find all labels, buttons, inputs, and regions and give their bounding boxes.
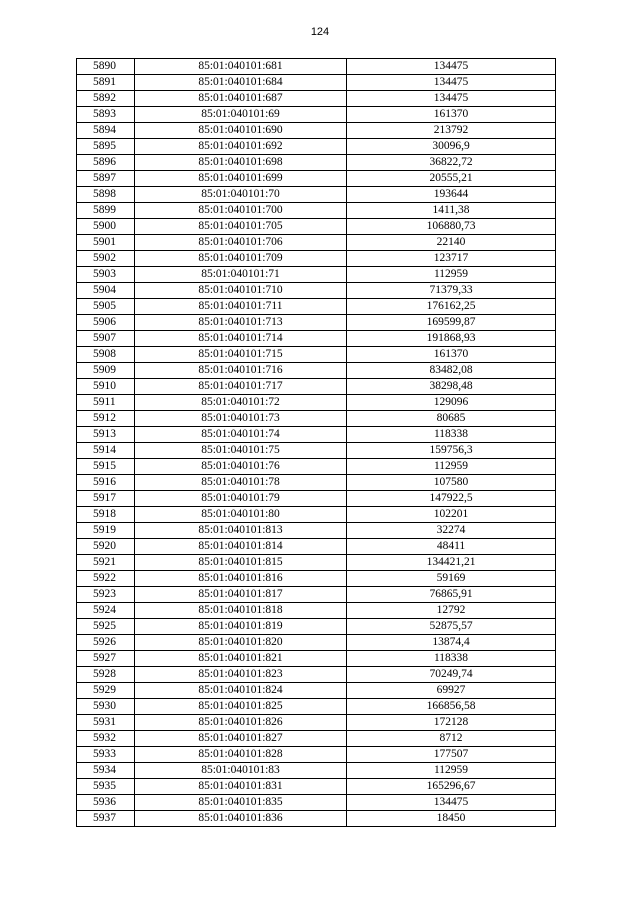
cadastral-number-cell: 85:01:040101:835 <box>135 795 347 811</box>
cadastral-value-cell: 69927 <box>347 683 556 699</box>
row-number-cell: 5936 <box>77 795 135 811</box>
row-number-cell: 5901 <box>77 235 135 251</box>
table-row <box>77 59 556 75</box>
cadastral-number-cell: 85:01:040101:80 <box>135 507 347 523</box>
cadastral-value-cell: 76865,91 <box>347 587 556 603</box>
table-row <box>77 187 556 203</box>
row-number-cell: 5896 <box>77 155 135 171</box>
cadastral-number-cell: 85:01:040101:710 <box>135 283 347 299</box>
table-row <box>77 603 556 619</box>
row-number-cell: 5923 <box>77 587 135 603</box>
row-number-cell: 5915 <box>77 459 135 475</box>
table-row <box>77 91 556 107</box>
cadastral-number-cell: 85:01:040101:831 <box>135 779 347 795</box>
cadastral-value-cell: 172128 <box>347 715 556 731</box>
cadastral-number-cell: 85:01:040101:715 <box>135 347 347 363</box>
cadastral-number-cell: 85:01:040101:74 <box>135 427 347 443</box>
cadastral-value-cell: 13874,4 <box>347 635 556 651</box>
row-number-cell: 5928 <box>77 667 135 683</box>
cadastral-value-cell: 177507 <box>347 747 556 763</box>
cadastral-value-cell: 118338 <box>347 651 556 667</box>
row-number-cell: 5912 <box>77 411 135 427</box>
table-row <box>77 763 556 779</box>
table-row <box>77 155 556 171</box>
row-number-cell: 5891 <box>77 75 135 91</box>
cadastral-value-cell: 70249,74 <box>347 667 556 683</box>
cadastral-number-cell: 85:01:040101:820 <box>135 635 347 651</box>
row-number-cell: 5922 <box>77 571 135 587</box>
cadastral-number-cell: 85:01:040101:75 <box>135 443 347 459</box>
cadastral-value-cell: 134475 <box>347 91 556 107</box>
table-row <box>77 587 556 603</box>
cadastral-value-cell: 20555,21 <box>347 171 556 187</box>
table-row <box>77 283 556 299</box>
table-row <box>77 267 556 283</box>
row-number-cell: 5903 <box>77 267 135 283</box>
row-number-cell: 5914 <box>77 443 135 459</box>
row-number-cell: 5908 <box>77 347 135 363</box>
cadastral-number-cell: 85:01:040101:79 <box>135 491 347 507</box>
cadastral-value-cell: 166856,58 <box>347 699 556 715</box>
table-row <box>77 699 556 715</box>
row-number-cell: 5905 <box>77 299 135 315</box>
row-number-cell: 5931 <box>77 715 135 731</box>
table-row <box>77 523 556 539</box>
table-row <box>77 203 556 219</box>
cadastral-number-cell: 85:01:040101:706 <box>135 235 347 251</box>
table-row <box>77 795 556 811</box>
row-number-cell: 5897 <box>77 171 135 187</box>
table-row <box>77 219 556 235</box>
cadastral-value-cell: 106880,73 <box>347 219 556 235</box>
row-number-cell: 5916 <box>77 475 135 491</box>
cadastral-number-cell: 85:01:040101:692 <box>135 139 347 155</box>
table-row <box>77 315 556 331</box>
row-number-cell: 5910 <box>77 379 135 395</box>
cadastral-number-cell: 85:01:040101:681 <box>135 59 347 75</box>
cadastral-number-cell: 85:01:040101:716 <box>135 363 347 379</box>
cadastral-number-cell: 85:01:040101:687 <box>135 91 347 107</box>
row-number-cell: 5895 <box>77 139 135 155</box>
cadastral-value-cell: 12792 <box>347 603 556 619</box>
table-row <box>77 171 556 187</box>
page-number: 124 <box>310 26 330 38</box>
cadastral-number-cell: 85:01:040101:709 <box>135 251 347 267</box>
row-number-cell: 5926 <box>77 635 135 651</box>
table-row <box>77 395 556 411</box>
cadastral-value-cell: 18450 <box>347 811 556 827</box>
cadastral-value-cell: 112959 <box>347 459 556 475</box>
cadastral-number-cell: 85:01:040101:814 <box>135 539 347 555</box>
cadastral-number-cell: 85:01:040101:76 <box>135 459 347 475</box>
cadastral-number-cell: 85:01:040101:824 <box>135 683 347 699</box>
table-row <box>77 539 556 555</box>
cadastral-value-cell: 129096 <box>347 395 556 411</box>
cadastral-number-cell: 85:01:040101:700 <box>135 203 347 219</box>
cadastral-number-cell: 85:01:040101:827 <box>135 731 347 747</box>
cadastral-number-cell: 85:01:040101:73 <box>135 411 347 427</box>
cadastral-number-cell: 85:01:040101:836 <box>135 811 347 827</box>
cadastral-value-cell: 169599,87 <box>347 315 556 331</box>
cadastral-number-cell: 85:01:040101:71 <box>135 267 347 283</box>
cadastral-value-cell: 161370 <box>347 347 556 363</box>
cadastral-number-cell: 85:01:040101:711 <box>135 299 347 315</box>
table-row <box>77 779 556 795</box>
cadastral-value-cell: 48411 <box>347 539 556 555</box>
row-number-cell: 5907 <box>77 331 135 347</box>
table-row <box>77 427 556 443</box>
cadastral-number-cell: 85:01:040101:813 <box>135 523 347 539</box>
row-number-cell: 5930 <box>77 699 135 715</box>
row-number-cell: 5899 <box>77 203 135 219</box>
row-number-cell: 5909 <box>77 363 135 379</box>
cadastral-number-cell: 85:01:040101:684 <box>135 75 347 91</box>
cadastral-value-cell: 36822,72 <box>347 155 556 171</box>
table-row <box>77 555 556 571</box>
cadastral-value-cell: 59169 <box>347 571 556 587</box>
row-number-cell: 5917 <box>77 491 135 507</box>
row-number-cell: 5900 <box>77 219 135 235</box>
row-number-cell: 5924 <box>77 603 135 619</box>
table-row <box>77 139 556 155</box>
row-number-cell: 5904 <box>77 283 135 299</box>
row-number-cell: 5935 <box>77 779 135 795</box>
row-number-cell: 5902 <box>77 251 135 267</box>
cadastral-number-cell: 85:01:040101:690 <box>135 123 347 139</box>
row-number-cell: 5937 <box>77 811 135 827</box>
table-row <box>77 507 556 523</box>
row-number-cell: 5920 <box>77 539 135 555</box>
cadastral-number-cell: 85:01:040101:714 <box>135 331 347 347</box>
table-row <box>77 411 556 427</box>
cadastral-value-cell: 213792 <box>347 123 556 139</box>
table-row <box>77 731 556 747</box>
cadastral-number-cell: 85:01:040101:72 <box>135 395 347 411</box>
cadastral-value-cell: 1411,38 <box>347 203 556 219</box>
table-row <box>77 683 556 699</box>
table-row <box>77 491 556 507</box>
cadastral-number-cell: 85:01:040101:818 <box>135 603 347 619</box>
cadastral-number-cell: 85:01:040101:825 <box>135 699 347 715</box>
cadastral-number-cell: 85:01:040101:713 <box>135 315 347 331</box>
cadastral-number-cell: 85:01:040101:816 <box>135 571 347 587</box>
row-number-cell: 5929 <box>77 683 135 699</box>
cadastral-value-cell: 80685 <box>347 411 556 427</box>
row-number-cell: 5933 <box>77 747 135 763</box>
table-row <box>77 379 556 395</box>
cadastral-value-cell: 52875,57 <box>347 619 556 635</box>
cadastral-number-cell: 85:01:040101:817 <box>135 587 347 603</box>
cadastral-value-cell: 176162,25 <box>347 299 556 315</box>
cadastral-value-cell: 134475 <box>347 795 556 811</box>
cadastral-value-cell: 107580 <box>347 475 556 491</box>
table-row <box>77 347 556 363</box>
table-row <box>77 331 556 347</box>
cadastral-value-table <box>76 58 556 827</box>
table-row <box>77 747 556 763</box>
cadastral-value-cell: 147922,5 <box>347 491 556 507</box>
table-row <box>77 619 556 635</box>
cadastral-value-cell: 191868,93 <box>347 331 556 347</box>
cadastral-value-cell: 8712 <box>347 731 556 747</box>
table-row <box>77 459 556 475</box>
row-number-cell: 5913 <box>77 427 135 443</box>
cadastral-value-cell: 32274 <box>347 523 556 539</box>
row-number-cell: 5927 <box>77 651 135 667</box>
cadastral-number-cell: 85:01:040101:821 <box>135 651 347 667</box>
table-row <box>77 475 556 491</box>
row-number-cell: 5898 <box>77 187 135 203</box>
cadastral-value-cell: 118338 <box>347 427 556 443</box>
table-row <box>77 235 556 251</box>
cadastral-number-cell: 85:01:040101:78 <box>135 475 347 491</box>
cadastral-value-cell: 30096,9 <box>347 139 556 155</box>
row-number-cell: 5893 <box>77 107 135 123</box>
row-number-cell: 5918 <box>77 507 135 523</box>
table-row <box>77 651 556 667</box>
cadastral-number-cell: 85:01:040101:83 <box>135 763 347 779</box>
cadastral-value-cell: 102201 <box>347 507 556 523</box>
cadastral-number-cell: 85:01:040101:828 <box>135 747 347 763</box>
cadastral-number-cell: 85:01:040101:826 <box>135 715 347 731</box>
table-row <box>77 443 556 459</box>
cadastral-value-cell: 134421,21 <box>347 555 556 571</box>
cadastral-value-cell: 22140 <box>347 235 556 251</box>
cadastral-number-cell: 85:01:040101:823 <box>135 667 347 683</box>
table-row <box>77 635 556 651</box>
cadastral-number-cell: 85:01:040101:698 <box>135 155 347 171</box>
cadastral-value-cell: 112959 <box>347 267 556 283</box>
cadastral-value-cell: 71379,33 <box>347 283 556 299</box>
table-row <box>77 75 556 91</box>
cadastral-value-cell: 159756,3 <box>347 443 556 459</box>
table-row <box>77 299 556 315</box>
cadastral-value-cell: 134475 <box>347 75 556 91</box>
cadastral-number-cell: 85:01:040101:819 <box>135 619 347 635</box>
cadastral-value-cell: 112959 <box>347 763 556 779</box>
row-number-cell: 5894 <box>77 123 135 139</box>
row-number-cell: 5906 <box>77 315 135 331</box>
cadastral-number-cell: 85:01:040101:815 <box>135 555 347 571</box>
table-row <box>77 363 556 379</box>
cadastral-value-cell: 161370 <box>347 107 556 123</box>
row-number-cell: 5932 <box>77 731 135 747</box>
table-body <box>77 59 556 827</box>
row-number-cell: 5890 <box>77 59 135 75</box>
cadastral-number-cell: 85:01:040101:717 <box>135 379 347 395</box>
cadastral-value-cell: 83482,08 <box>347 363 556 379</box>
table-row <box>77 571 556 587</box>
table-row <box>77 251 556 267</box>
row-number-cell: 5925 <box>77 619 135 635</box>
cadastral-value-cell: 123717 <box>347 251 556 267</box>
cadastral-value-cell: 134475 <box>347 59 556 75</box>
table-row <box>77 715 556 731</box>
cadastral-value-cell: 38298,48 <box>347 379 556 395</box>
row-number-cell: 5921 <box>77 555 135 571</box>
table-row <box>77 123 556 139</box>
cadastral-value-cell: 165296,67 <box>347 779 556 795</box>
cadastral-number-cell: 85:01:040101:70 <box>135 187 347 203</box>
table-row <box>77 107 556 123</box>
row-number-cell: 5934 <box>77 763 135 779</box>
cadastral-number-cell: 85:01:040101:699 <box>135 171 347 187</box>
cadastral-number-cell: 85:01:040101:69 <box>135 107 347 123</box>
row-number-cell: 5919 <box>77 523 135 539</box>
row-number-cell: 5911 <box>77 395 135 411</box>
row-number-cell: 5892 <box>77 91 135 107</box>
table-row <box>77 667 556 683</box>
cadastral-value-cell: 193644 <box>347 187 556 203</box>
cadastral-number-cell: 85:01:040101:705 <box>135 219 347 235</box>
table-row <box>77 811 556 827</box>
